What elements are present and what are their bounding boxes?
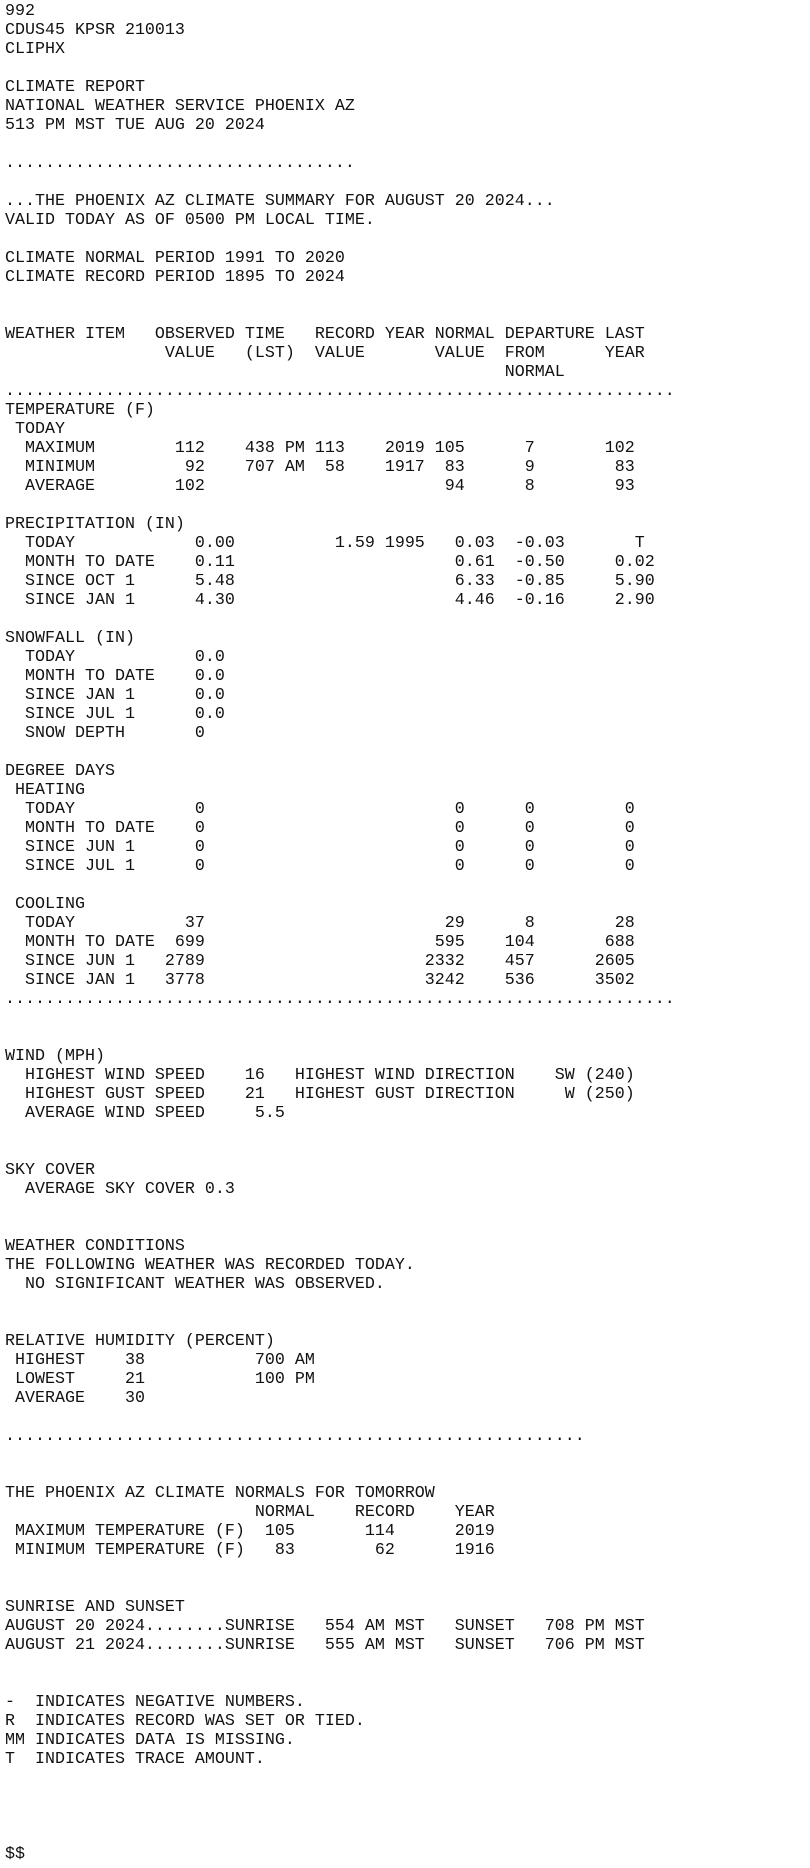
report-line xyxy=(5,59,810,78)
report-line: DEGREE DAYS xyxy=(5,762,115,781)
report-line xyxy=(5,1579,810,1598)
report-line: SINCE JUL 1 0 0 0 0 xyxy=(5,857,635,876)
report-line: WEATHER ITEM OBSERVED TIME RECORD YEAR NORMAL DEPARTURE LAST xyxy=(5,325,645,344)
report-line: .......................................................... xyxy=(5,1427,585,1446)
report-line xyxy=(5,1313,810,1332)
report-line: HIGHEST 38 700 AM xyxy=(5,1351,315,1370)
report-line: TODAY 0.00 1.59 1995 0.03 -0.03 T xyxy=(5,534,645,553)
report-line: SNOW DEPTH 0 xyxy=(5,724,205,743)
report-line: RELATIVE HUMIDITY (PERCENT) xyxy=(5,1332,275,1351)
report-line: TODAY xyxy=(5,420,65,439)
report-line: VALUE (LST) VALUE VALUE FROM YEAR xyxy=(5,344,645,363)
report-line: WIND (MPH) xyxy=(5,1047,105,1066)
report-line: LOWEST 21 100 PM xyxy=(5,1370,315,1389)
report-line: HIGHEST GUST SPEED 21 HIGHEST GUST DIRECTION W (250) xyxy=(5,1085,635,1104)
report-line: TODAY 0 0 0 0 xyxy=(5,800,635,819)
report-line xyxy=(5,1028,810,1047)
report-line: MONTH TO DATE 0.0 xyxy=(5,667,225,686)
report-line: T INDICATES TRACE AMOUNT. xyxy=(5,1750,265,1769)
report-line: NORMAL xyxy=(5,363,565,382)
report-line: AUGUST 20 2024........SUNRISE 554 AM MST SUNSET 708 PM MST xyxy=(5,1617,645,1636)
report-line: SINCE JUL 1 0.0 xyxy=(5,705,225,724)
report-line: SINCE JAN 1 0.0 xyxy=(5,686,225,705)
report-line: NATIONAL WEATHER SERVICE PHOENIX AZ xyxy=(5,97,355,116)
report-line: SINCE JUN 1 2789 2332 457 2605 xyxy=(5,952,635,971)
report-line xyxy=(5,1446,810,1465)
report-line: NO SIGNIFICANT WEATHER WAS OBSERVED. xyxy=(5,1275,385,1294)
report-line: $$ xyxy=(5,1845,25,1864)
report-line xyxy=(5,496,810,515)
report-line: MINIMUM TEMPERATURE (F) 83 62 1916 xyxy=(5,1541,495,1560)
report-line: ...THE PHOENIX AZ CLIMATE SUMMARY FOR AUGUST 20 2024... xyxy=(5,192,555,211)
report-line: CDUS45 KPSR 210013 xyxy=(5,21,185,40)
report-line xyxy=(5,306,810,325)
report-line xyxy=(5,743,810,762)
report-line: TEMPERATURE (F) xyxy=(5,401,155,420)
report-line: THE PHOENIX AZ CLIMATE NORMALS FOR TOMORROW xyxy=(5,1484,435,1503)
report-line xyxy=(5,1123,810,1142)
report-line xyxy=(5,1674,810,1693)
report-line xyxy=(5,1788,810,1807)
report-line: VALID TODAY AS OF 0500 PM LOCAL TIME. xyxy=(5,211,375,230)
report-line xyxy=(5,1560,810,1579)
report-line: 992 xyxy=(5,2,35,21)
report-line: WEATHER CONDITIONS xyxy=(5,1237,185,1256)
report-line: MAXIMUM 112 438 PM 113 2019 105 7 102 xyxy=(5,439,635,458)
report-line xyxy=(5,1218,810,1237)
report-line: SUNRISE AND SUNSET xyxy=(5,1598,185,1617)
report-line: AVERAGE 102 94 8 93 xyxy=(5,477,635,496)
report-line: R INDICATES RECORD WAS SET OR TIED. xyxy=(5,1712,365,1731)
report-line: NORMAL RECORD YEAR xyxy=(5,1503,495,1522)
report-line xyxy=(5,1807,810,1826)
report-line xyxy=(5,1655,810,1674)
report-line: MM INDICATES DATA IS MISSING. xyxy=(5,1731,295,1750)
report-line xyxy=(5,1009,810,1028)
report-line: SKY COVER xyxy=(5,1161,95,1180)
report-line: MONTH TO DATE 699 595 104 688 xyxy=(5,933,635,952)
report-line xyxy=(5,1294,810,1313)
report-line: SINCE JUN 1 0 0 0 0 xyxy=(5,838,635,857)
report-line xyxy=(5,1408,810,1427)
report-line xyxy=(5,1465,810,1484)
report-line xyxy=(5,173,810,192)
report-line xyxy=(5,876,810,895)
report-line: CLIMATE REPORT xyxy=(5,78,145,97)
report-line xyxy=(5,135,810,154)
report-line: PRECIPITATION (IN) xyxy=(5,515,185,534)
report-line: TODAY 0.0 xyxy=(5,648,225,667)
report-line: SINCE JAN 1 4.30 4.46 -0.16 2.90 xyxy=(5,591,655,610)
report-line xyxy=(5,1826,810,1845)
report-line xyxy=(5,230,810,249)
report-line: - INDICATES NEGATIVE NUMBERS. xyxy=(5,1693,305,1712)
report-line: ................................................................... xyxy=(5,990,675,1009)
report-line: ................................................................... xyxy=(5,382,675,401)
report-line: CLIPHX xyxy=(5,40,65,59)
report-line: CLIMATE RECORD PERIOD 1895 TO 2024 xyxy=(5,268,345,287)
report-line: 513 PM MST TUE AUG 20 2024 xyxy=(5,116,265,135)
report-line: MINIMUM 92 707 AM 58 1917 83 9 83 xyxy=(5,458,635,477)
report-line: HEATING xyxy=(5,781,85,800)
report-line xyxy=(5,610,810,629)
report-line: AVERAGE WIND SPEED 5.5 xyxy=(5,1104,285,1123)
report-line: THE FOLLOWING WEATHER WAS RECORDED TODAY. xyxy=(5,1256,415,1275)
report-line: MONTH TO DATE 0.11 0.61 -0.50 0.02 xyxy=(5,553,655,572)
report-line: SNOWFALL (IN) xyxy=(5,629,135,648)
report-line: COOLING xyxy=(5,895,85,914)
report-line xyxy=(5,287,810,306)
report-line: CLIMATE NORMAL PERIOD 1991 TO 2020 xyxy=(5,249,345,268)
report-line: AUGUST 21 2024........SUNRISE 555 AM MST SUNSET 706 PM MST xyxy=(5,1636,645,1655)
report-line: HIGHEST WIND SPEED 16 HIGHEST WIND DIRECTION SW (240) xyxy=(5,1066,635,1085)
report-line: AVERAGE SKY COVER 0.3 xyxy=(5,1180,235,1199)
report-line: MAXIMUM TEMPERATURE (F) 105 114 2019 xyxy=(5,1522,495,1541)
report-line xyxy=(5,1769,810,1788)
report-line: ................................... xyxy=(5,154,355,173)
report-line: SINCE OCT 1 5.48 6.33 -0.85 5.90 xyxy=(5,572,655,591)
report-line xyxy=(5,1199,810,1218)
report-line xyxy=(5,1142,810,1161)
report-line: TODAY 37 29 8 28 xyxy=(5,914,635,933)
report-line: MONTH TO DATE 0 0 0 0 xyxy=(5,819,635,838)
report-line: SINCE JAN 1 3778 3242 536 3502 xyxy=(5,971,635,990)
report-line: AVERAGE 30 xyxy=(5,1389,145,1408)
